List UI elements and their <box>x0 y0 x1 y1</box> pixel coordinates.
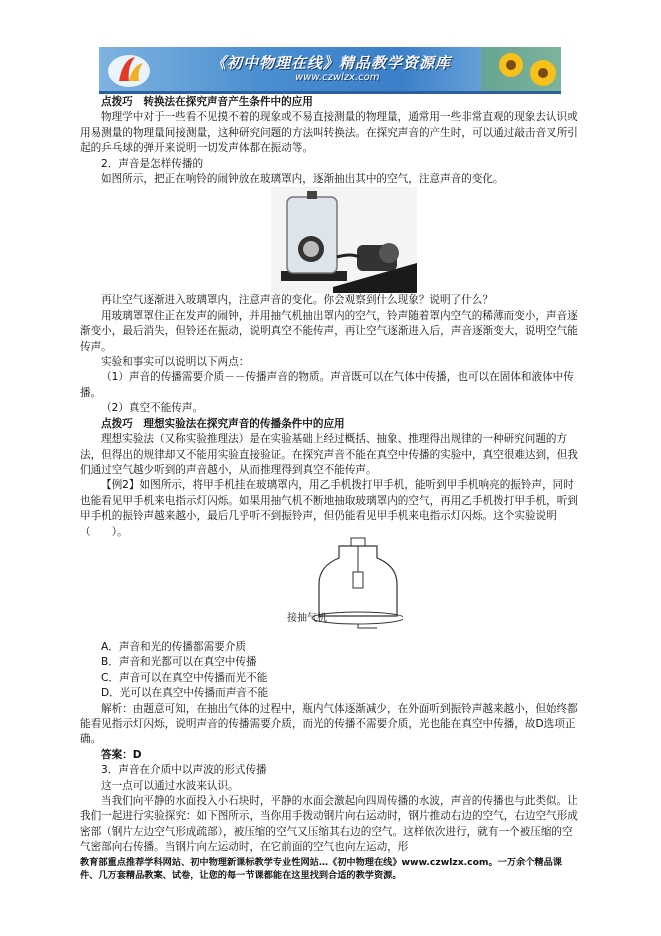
option-d: D．光可以在真空中传播而声音不能 <box>101 687 269 700</box>
section-heading: 2．声音是怎样传播的 <box>101 157 204 170</box>
option-b: B．声音和光都可以在真空中传播 <box>101 656 257 669</box>
paragraph: 实验和事实可以说明以下两点： <box>101 356 250 369</box>
answer: 答案：D <box>101 748 142 761</box>
paragraph: 理想实验法（又称实验推理法）是在实验基础上经过概括、抽象、推理得出规律的一种研究问题的方法，但得出的规律却又不能用实验直接验证。在探究声音不能在真空中传播的实验中，真空很难达到，但我们通过空气越少听到的声音越小，从而推理得到真空不能传声。 <box>80 433 578 476</box>
sunflower-icon <box>481 47 561 91</box>
paragraph: （2）真空不能传声。 <box>101 402 204 415</box>
option-c: C．声音可以在真空中传播而光不能 <box>101 671 268 684</box>
paragraph: 当我们向平静的水面投入小石块时，平静的水面会激起向四周传播的水波，声音的传播也与此类似。让我们一起进行实验探究：如下图所示，当你用手拨动钢片向右运动时，钢片推动右边的空气，右边空气形成密部（钢片左边空气形成疏部），被压缩的空气又压缩其右边的空气。这样依次进行，就有一个被压缩的空气密部向右传播。当钢片向左运动时，在它前面的空气也向左运动，形 <box>80 795 578 854</box>
site-logo-icon <box>105 51 153 89</box>
vacuum-pump-label: 接抽气机 <box>287 613 327 624</box>
section-heading: 3．声音在介质中以声波的形式传播 <box>101 764 267 777</box>
paragraph: 物理学中对于一些看不见摸不着的现象或不易直接测量的物理量，通常用一些非常直观的现象去认识或用易测量的物理量间接测量，这种研究问题的方法叫转换法。在探究声音的产生时，可以通过敲击音叉所引起的乒乓球的弹开来说明一切发声体都在振动等。 <box>80 111 578 155</box>
tip-heading-conversion: 点拨巧 转换法在探究声音产生条件中的应用 <box>101 96 313 108</box>
paragraph: 如图所示，把正在响铃的闹钟放在玻璃罩内，逐渐抽出其中的空气，注意声音的变化。 <box>101 173 504 186</box>
paragraph: （1）声音的传播需要介质－－传播声音的物质。声音既可以在气体中传播，也可以在固体和液体中传播。 <box>80 371 574 399</box>
example-question: 【例2】如图所示，将甲手机挂在玻璃罩内，用乙手机拨打甲手机，能听到甲手机响亮的振铃声，同时也能看见甲手机来电指示灯闪烁。如果用抽气机不断地抽取玻璃罩内的空气，再用乙手机拨打甲手机，听到甲手机的振铃声越来越小，最后几乎听不到振铃声，但仍能看见甲手机来电指示灯闪烁。这个实验说明（ ）。 <box>80 479 578 538</box>
paragraph: 再让空气逐渐进入玻璃罩内，注意声音的变化。你会观察到什么现象？说明了什么？ <box>101 294 493 307</box>
bell-jar-photo <box>271 187 417 293</box>
phone-jar-diagram <box>287 536 403 636</box>
analysis: 解析：由题意可知，在抽出气体的过程中，瓶内气体逐渐减少，在外面听到振铃声越来越小，但始终都能看见指示灯闪烁，说明声音的传播需要介质，而光的传播不需要介质，光也能在真空中传播，故D选项正确。 <box>80 702 578 746</box>
option-a: A．声音和光的传播都需要介质 <box>101 640 246 653</box>
header-banner <box>99 47 561 94</box>
banner-url: www.czwlzx.com <box>295 72 380 83</box>
paragraph: 这一点可以通过水波来认识。 <box>101 779 239 792</box>
paragraph: 用玻璃罩罩住正在发声的闹钟，并用抽气机抽出罩内的空气，铃声随着罩内空气的稀薄而变小，声音逐渐变小，最后消失，但铃还在振动，说明真空不能传声，再让空气逐渐进入后，声音逐渐变大，说明空气能传声。 <box>80 309 578 353</box>
page-footer: 教育部重点推荐学科网站、初中物理新课标教学专业性网站…《初中物理在线》www.czwlzx.com。一万余个精品课件、几万套精品教案、试卷，让您的每一节课都能在这里找到合适的教学资源。 <box>80 857 562 881</box>
tip-heading-ideal: 点拨巧 理想实验法在探究声音的传播条件中的应用 <box>101 417 345 430</box>
banner-title: 《初中物理在线》精品教学资源库 <box>211 54 452 72</box>
